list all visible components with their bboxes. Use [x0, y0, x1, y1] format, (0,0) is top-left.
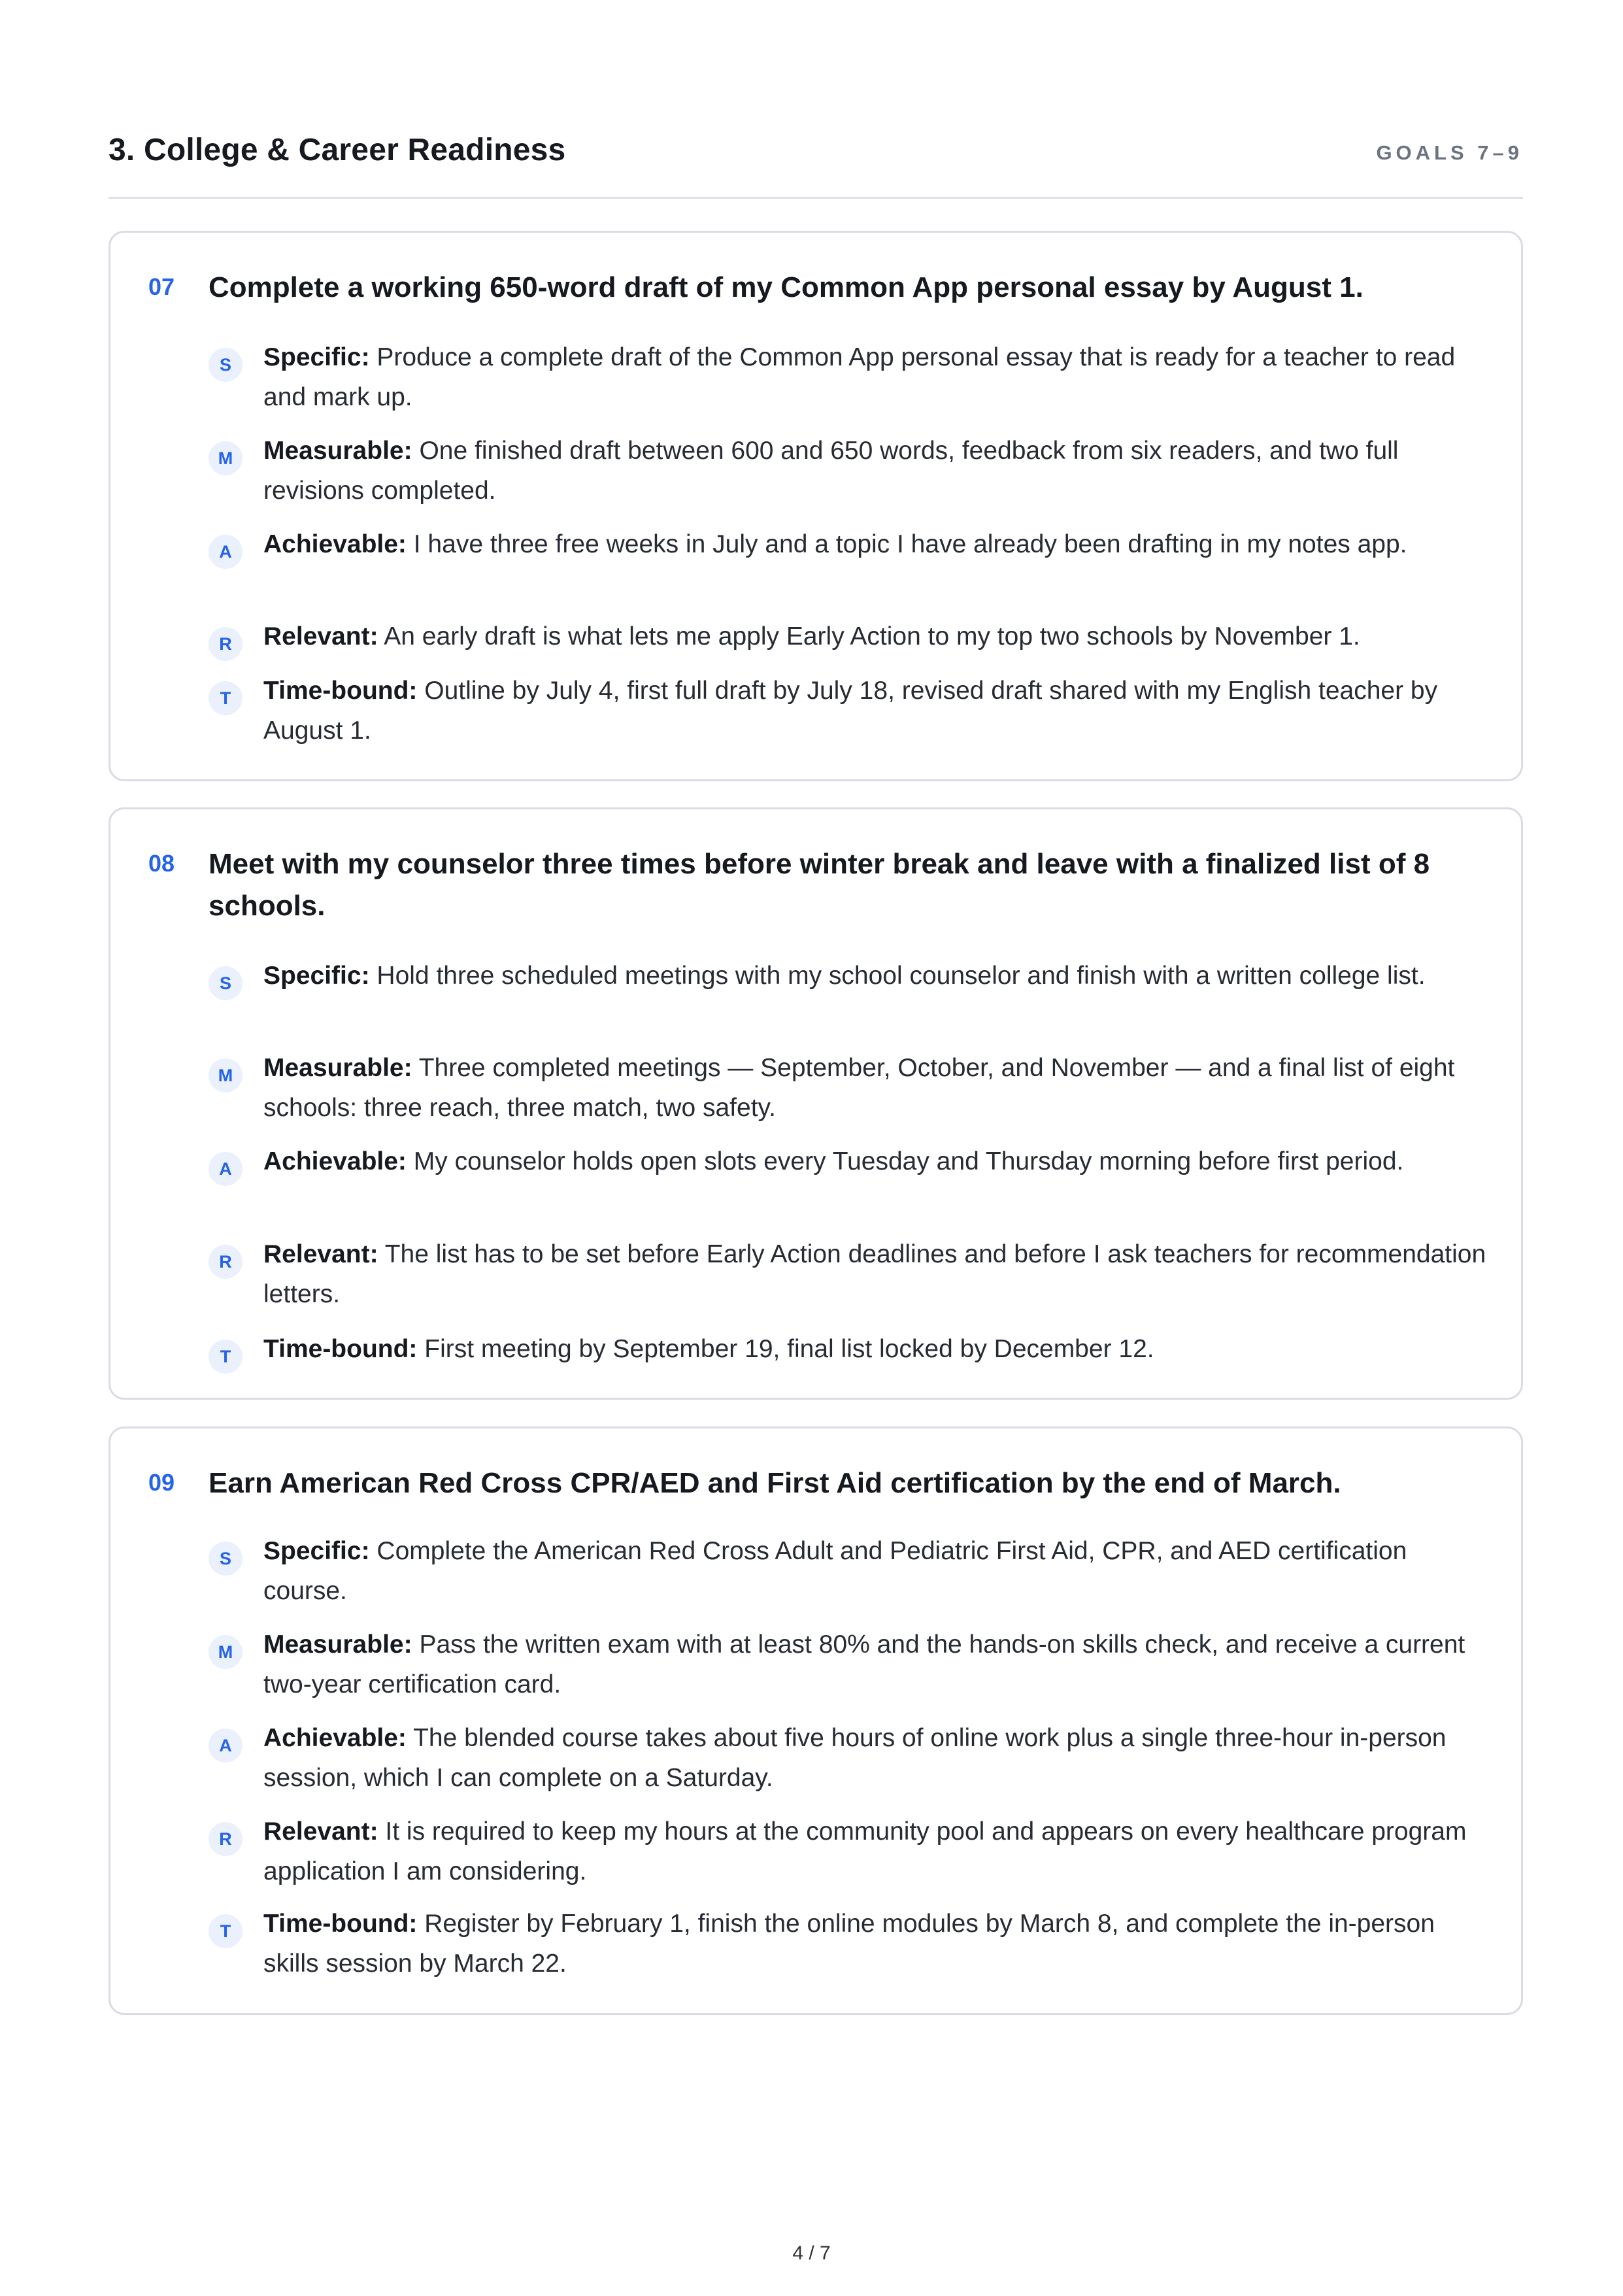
criterion-text: [263, 431, 1492, 511]
criterion-badge: T: [209, 1340, 243, 1374]
criterion-description: Pass the written exam with at least 80% and the hands-on skills check, and receive a current two-year certification card.: [263, 1630, 1465, 1698]
criterion-badge: R: [209, 627, 243, 661]
criterion-description: Hold three scheduled meetings with my school counselor and finish with a written college list.: [376, 962, 1426, 990]
criterion-description: The blended course takes about five hours of online work plus a single three-hour in-person session, which I can complete on a Saturday.: [263, 1724, 1447, 1792]
goal-range-label: GOALS 7–9: [1376, 141, 1523, 164]
criterion-text: [263, 1234, 1492, 1314]
criterion-badge: S: [209, 1542, 243, 1576]
criterion-label: Achievable:: [263, 1147, 407, 1175]
criterion-badge: S: [209, 966, 243, 1000]
criterion-label: Time-bound:: [263, 1335, 418, 1363]
criterion-text: [263, 524, 1492, 564]
criterion-text: [263, 337, 1492, 417]
criterion-text: [263, 1531, 1492, 1611]
criterion-text: [263, 1048, 1492, 1128]
criterion-badge: T: [209, 681, 243, 715]
section-title: 3. College & Career Readiness: [109, 133, 566, 167]
criterion-badge: S: [209, 348, 243, 382]
criterion-text: [263, 616, 1492, 656]
criterion-badge: A: [209, 1729, 243, 1763]
criterion-label: Relevant:: [263, 1240, 378, 1268]
goal-title: Meet with my counselor three times before winter break and leave with a finalized list of 8 schools.: [209, 848, 1430, 922]
criterion-description: Complete the American Red Cross Adult and Pediatric First Aid, CPR, and AED certification course.: [263, 1537, 1407, 1605]
criterion-label: Specific:: [263, 343, 370, 371]
criterion-label: Achievable:: [263, 530, 407, 558]
criterion-label: Specific:: [263, 962, 370, 990]
criterion-label: Specific:: [263, 1537, 370, 1565]
criterion-text: [263, 1329, 1492, 1369]
criterion-text: [263, 671, 1492, 751]
criterion-label: Measurable:: [263, 1630, 412, 1659]
goal-card-09: [109, 1427, 1523, 2015]
criterion-text: [263, 1141, 1492, 1181]
criterion-badge: T: [209, 1914, 243, 1948]
criterion-description: It is required to keep my hours at the community pool and appears on every healthcare program application I am considering.: [263, 1817, 1467, 1885]
criterion-label: Time-bound:: [263, 1910, 418, 1938]
criterion-label: Measurable:: [263, 437, 412, 465]
criterion-label: Relevant:: [263, 622, 378, 650]
page-number: 4 / 7: [792, 2242, 831, 2264]
criterion-description: Produce a complete draft of the Common App personal essay that is ready for a teacher to read and mark up.: [263, 343, 1456, 411]
goal-card-08: [109, 807, 1523, 1400]
goal-number: 09: [148, 1469, 175, 1496]
criterion-badge: R: [209, 1245, 243, 1279]
criterion-text: [263, 1718, 1492, 1798]
criterion-description: Register by February 1, finish the online modules by March 8, and complete the in-person skills session by March 22.: [263, 1910, 1435, 1978]
goal-number: 08: [148, 850, 175, 877]
criterion-text: [263, 956, 1492, 996]
section-header: [109, 128, 1523, 199]
goal-card-07: [109, 231, 1523, 781]
criterion-badge: A: [209, 1152, 243, 1186]
criterion-badge: A: [209, 535, 243, 569]
criterion-text: [263, 1812, 1492, 1891]
criterion-label: Time-bound:: [263, 677, 418, 705]
criterion-text: [263, 1904, 1492, 1984]
criterion-description: Three completed meetings — September, October, and November — and a final list of eight schools: three reach, three match, two safety.: [263, 1054, 1455, 1122]
goal-number: 07: [148, 273, 175, 300]
criterion-badge: M: [209, 1635, 243, 1669]
criterion-badge: M: [209, 1058, 243, 1092]
criterion-badge: R: [209, 1822, 243, 1856]
criterion-description: One finished draft between 600 and 650 words, feedback from six readers, and two full revisions completed.: [263, 437, 1399, 505]
criterion-description: Outline by July 4, first full draft by July 18, revised draft shared with my English teacher by August 1.: [263, 677, 1438, 745]
criterion-description: The list has to be set before Early Action deadlines and before I ask teachers for recommendation letters.: [263, 1240, 1486, 1308]
criterion-description: First meeting by September 19, final list locked by December 12.: [424, 1335, 1154, 1363]
criterion-label: Achievable:: [263, 1724, 407, 1752]
goal-title: Complete a working 650-word draft of my Common App personal essay by August 1.: [209, 271, 1364, 303]
criterion-description: I have three free weeks in July and a topic I have already been drafting in my notes app.: [413, 530, 1407, 558]
criterion-badge: M: [209, 441, 243, 475]
goal-title: Earn American Red Cross CPR/AED and First Aid certification by the end of March.: [209, 1467, 1341, 1499]
criterion-description: An early draft is what lets me apply Early Action to my top two schools by November 1.: [384, 622, 1360, 650]
criterion-label: Relevant:: [263, 1817, 378, 1846]
criterion-description: My counselor holds open slots every Tuesday and Thursday morning before first period.: [413, 1147, 1404, 1175]
criterion-text: [263, 1625, 1492, 1704]
criterion-label: Measurable:: [263, 1054, 412, 1082]
